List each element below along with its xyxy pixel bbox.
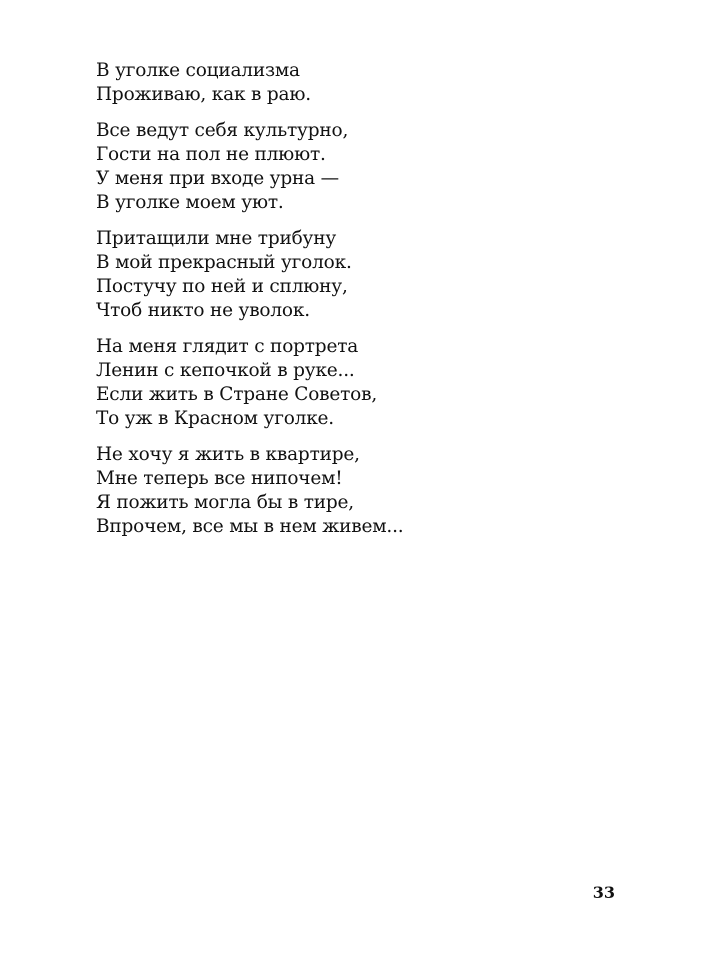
- poem-line: Мне теперь все нипочем!: [96, 468, 343, 489]
- poem-line: Не хочу я жить в квартире,: [96, 444, 360, 465]
- stanza-4: [96, 335, 656, 431]
- poem-line: В уголке моем уют.: [96, 192, 284, 213]
- stanza-2: [96, 119, 656, 215]
- stanza-5: [96, 443, 656, 539]
- poem-line: Ленин с кепочкой в руке...: [96, 360, 355, 381]
- poem-line: Я пожить могла бы в тире,: [96, 492, 354, 513]
- poem-line: Гости на пол не плюют.: [96, 144, 326, 165]
- poem-line: Притащили мне трибуну: [96, 228, 337, 249]
- page-number: 33: [592, 883, 615, 902]
- poem-line: В мой прекрасный уголок.: [96, 252, 352, 273]
- poem-line: Проживаю, как в раю.: [96, 84, 311, 105]
- poem-line: То уж в Красном уголке.: [96, 408, 334, 429]
- poem-line: Чтоб никто не уволок.: [96, 300, 310, 321]
- poem-line: Постучу по ней и сплюну,: [96, 276, 348, 297]
- poem-line: Все ведут себя культурно,: [96, 120, 349, 141]
- poem-line: На меня глядит с портрета: [96, 336, 359, 357]
- poem-line: Если жить в Стране Советов,: [96, 384, 378, 405]
- poem-line: Впрочем, все мы в нем живем...: [96, 516, 404, 537]
- stanza-3: [96, 227, 656, 323]
- stanza-1: [96, 59, 656, 107]
- poem-line: В уголке социализма: [96, 60, 300, 81]
- poem-line: У меня при входе урна —: [96, 168, 339, 189]
- poem: [96, 59, 656, 551]
